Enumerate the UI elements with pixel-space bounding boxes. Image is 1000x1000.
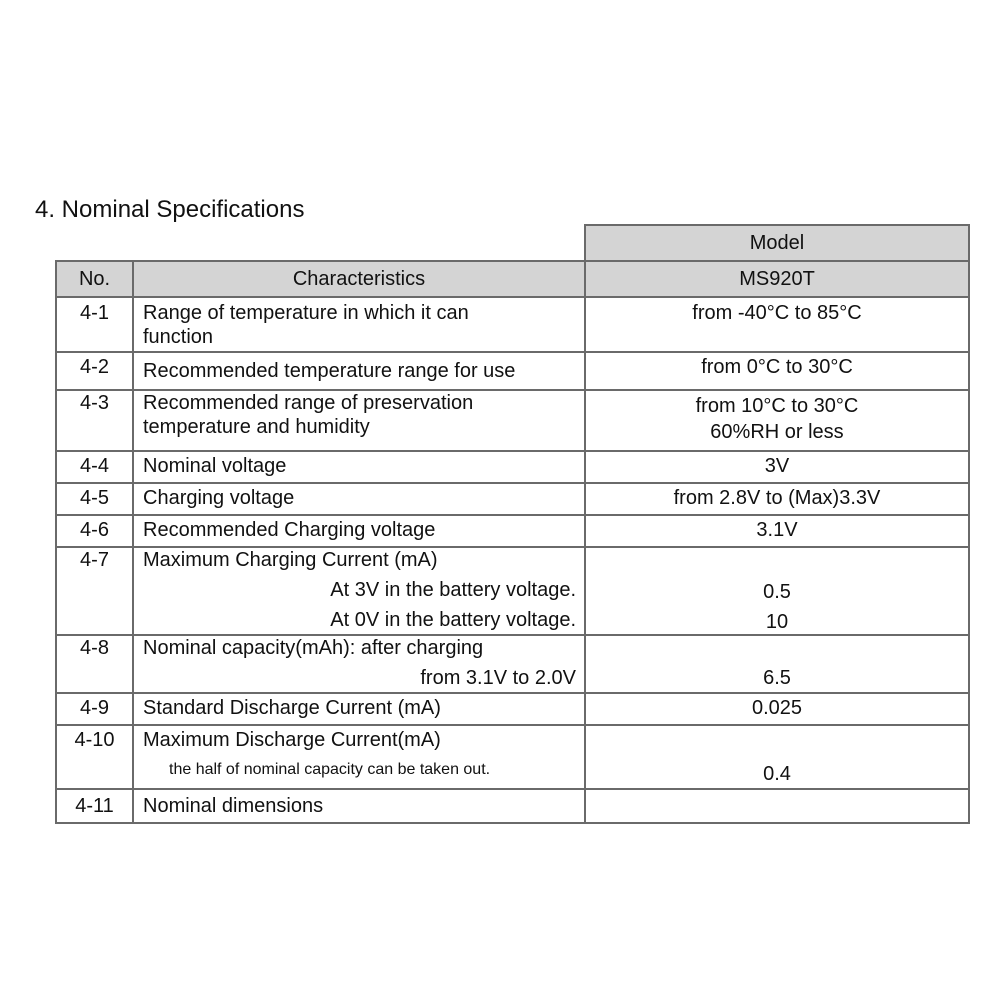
row-number: 4-8: [56, 635, 133, 693]
value-line: 0.025: [751, 697, 803, 719]
model-value-header-cell: MS920T: [585, 261, 969, 297]
characteristic-line: Nominal dimensions: [143, 795, 324, 817]
row-characteristic: [133, 297, 585, 352]
specifications-table: [55, 224, 970, 824]
section-title: 4. Nominal Specifications: [35, 196, 305, 223]
row-value: [585, 693, 969, 725]
row-characteristic: [133, 725, 585, 789]
characteristic-line: Nominal voltage: [143, 455, 287, 477]
characteristic-line: Nominal capacity(mAh): after charging: [143, 637, 484, 659]
characteristic-line: Range of temperature in which it can: [143, 302, 469, 324]
value-spacer: [586, 728, 968, 752]
characteristic-line: Standard Discharge Current (mA): [143, 697, 441, 719]
table-row: [56, 547, 969, 635]
model-header-row: [56, 225, 969, 261]
row-characteristic: [133, 515, 585, 547]
row-value: [585, 789, 969, 823]
characteristic-subline: At 3V in the battery voltage.: [330, 579, 576, 601]
value-line: from 0°C to 30°C: [701, 356, 853, 378]
value-line: 10: [765, 611, 789, 633]
row-number: 4-5: [56, 483, 133, 515]
value-line: 0.4: [763, 763, 791, 785]
row-number: 4-6: [56, 515, 133, 547]
row-number: 4-1: [56, 297, 133, 352]
characteristic-line: Recommended temperature range for use: [143, 360, 516, 382]
table-row: [56, 789, 969, 823]
value-line: from -40°C to 85°C: [692, 302, 862, 324]
row-value: [585, 352, 969, 390]
row-characteristic: [133, 547, 585, 635]
table-row: [56, 483, 969, 515]
table-row: [56, 635, 969, 693]
row-number: 4-9: [56, 693, 133, 725]
row-number: 4-11: [56, 789, 133, 823]
row-number: 4-7: [56, 547, 133, 635]
row-value: [585, 547, 969, 635]
row-characteristic: [133, 483, 585, 515]
row-value: [585, 725, 969, 789]
value-line: 3.1V: [756, 519, 798, 541]
value-line: 6.5: [763, 667, 791, 689]
value-line: 3V: [764, 455, 790, 477]
row-number: 4-10: [56, 725, 133, 789]
characteristic-subline: the half of nominal capacity can be taken out.: [169, 761, 491, 778]
characteristic-line: Charging voltage: [143, 487, 295, 509]
value-line: 0.5: [763, 581, 791, 603]
row-value: [585, 635, 969, 693]
table-row: [56, 352, 969, 390]
characteristic-line: temperature and humidity: [143, 416, 370, 438]
table-row: [56, 297, 969, 352]
value-line: from 10°C to 30°C: [695, 395, 859, 417]
row-value: [585, 390, 969, 451]
value-line: 60%RH or less: [710, 421, 844, 443]
row-number: 4-3: [56, 390, 133, 451]
row-value: [585, 297, 969, 352]
row-characteristic: [133, 789, 585, 823]
table-row: [56, 390, 969, 451]
characteristic-subline: from 3.1V to 2.0V: [420, 667, 576, 689]
characteristic-line: Maximum Discharge Current(mA): [143, 729, 441, 751]
row-characteristic: [133, 693, 585, 725]
characteristic-line: function: [143, 326, 214, 348]
table-row: [56, 725, 969, 789]
row-characteristic: [133, 390, 585, 451]
row-characteristic: [133, 451, 585, 483]
column-header-row: [56, 261, 969, 297]
model-header-cell: Model: [585, 225, 969, 261]
row-value: [585, 451, 969, 483]
row-value: [585, 483, 969, 515]
header-blank-cell: [56, 225, 585, 261]
table-row: [56, 693, 969, 725]
characteristic-subline: At 0V in the battery voltage.: [330, 609, 576, 631]
no-header-cell: No.: [56, 261, 133, 297]
row-characteristic: [133, 635, 585, 693]
characteristic-line: Maximum Charging Current (mA): [143, 549, 438, 571]
row-number: 4-2: [56, 352, 133, 390]
characteristic-line: Recommended range of preservation: [143, 392, 474, 414]
table-row: [56, 515, 969, 547]
row-number: 4-4: [56, 451, 133, 483]
characteristics-header-cell: Characteristics: [133, 261, 585, 297]
value-spacer: [586, 548, 968, 572]
characteristic-line: Recommended Charging voltage: [143, 519, 436, 541]
table-row: [56, 451, 969, 483]
row-characteristic: [133, 352, 585, 390]
row-value: [585, 515, 969, 547]
value-line: from 2.8V to (Max)3.3V: [673, 487, 881, 509]
value-spacer: [586, 636, 968, 660]
